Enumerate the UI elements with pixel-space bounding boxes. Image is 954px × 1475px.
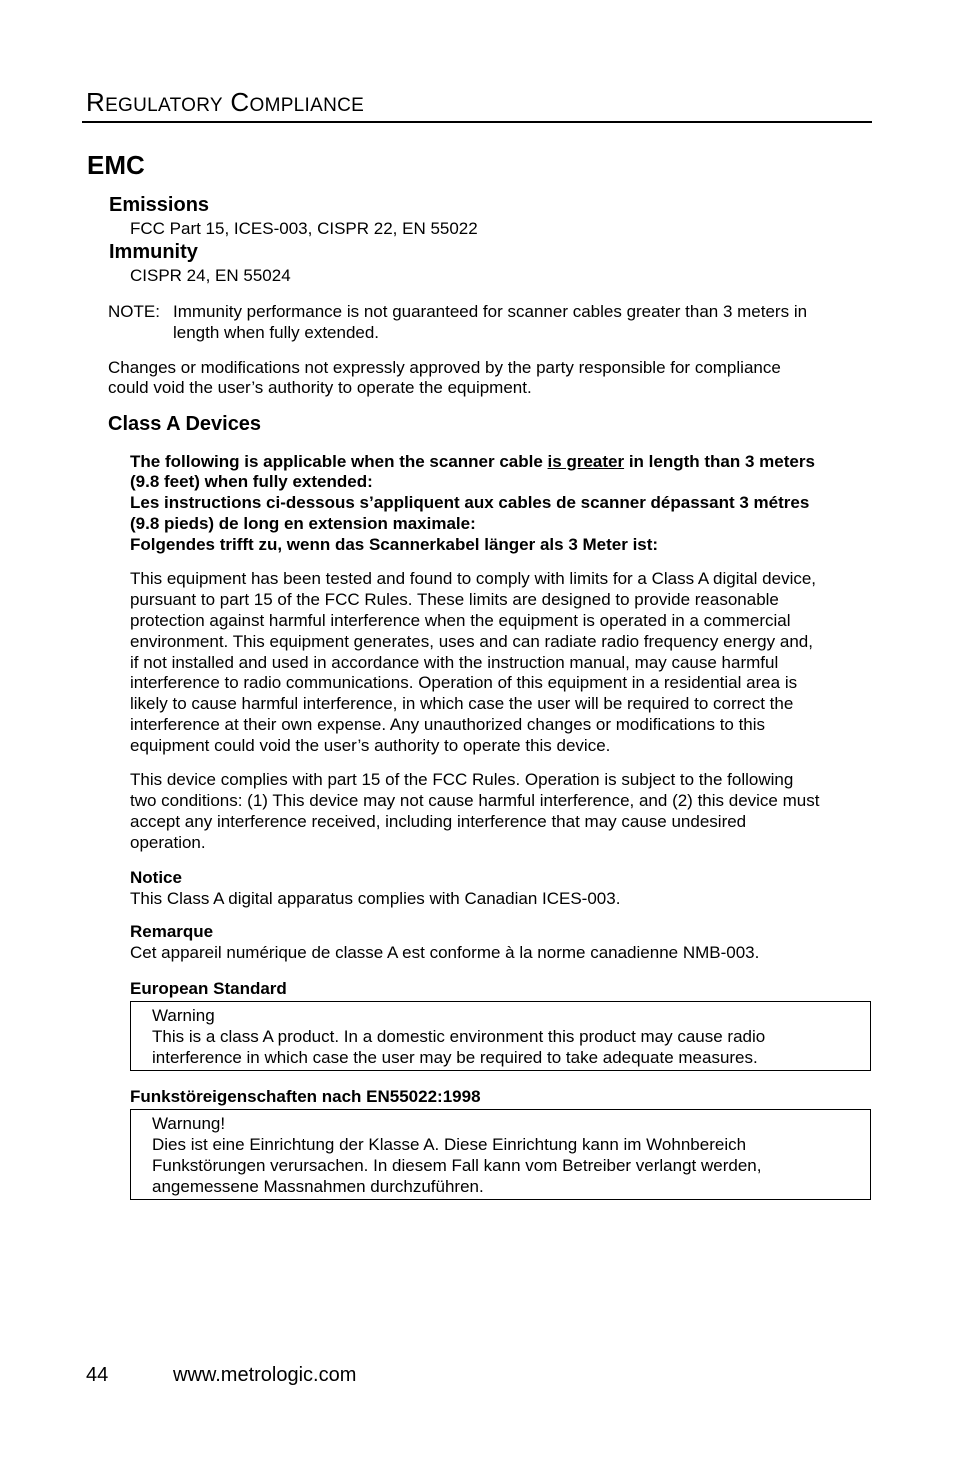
notice-label: Notice	[130, 868, 182, 887]
european-standard-label: European Standard	[130, 979, 287, 998]
european-warning-line-1: Warning	[152, 1006, 215, 1025]
title-rest-ompliance: OMPLIANCE	[249, 95, 365, 116]
immunity-label: Immunity	[109, 241, 198, 263]
para1-line-7: likely to cause harmful interference, in which case the user will be required to correct the	[130, 694, 794, 713]
emissions-label: Emissions	[109, 194, 210, 216]
para1-line-1: This equipment has been tested and found to comply with limits for a Class A digital device,	[130, 569, 817, 588]
para2-line-1: This device complies with part 15 of the FCC Rules. Operation is subject to the following	[130, 770, 794, 789]
page-number: 44	[86, 1364, 109, 1386]
european-warning-line-2: This is a class A product. In a domestic environment this product may cause radio	[152, 1027, 766, 1046]
applicability-line-4: (9.8 pieds) de long en extension maximale:	[130, 514, 476, 533]
title-initial-c: C	[230, 87, 250, 117]
funk-warning-line-1: Warnung!	[152, 1114, 226, 1133]
class-a-heading: Class A Devices	[108, 413, 262, 435]
emc-heading: EMC	[87, 150, 145, 180]
notice-text: This Class A digital apparatus complies with Canadian ICES-003.	[130, 889, 621, 908]
changes-line-2: could void the user’s authority to operate the equipment.	[108, 378, 532, 397]
applicability-line-1	[130, 451, 815, 472]
remarque-text: Cet appareil numérique de classe A est conforme à la norme canadienne NMB-003.	[130, 943, 760, 962]
para2-line-4: operation.	[130, 833, 206, 852]
changes-line-1: Changes or modifications not expressly approved by the party responsible for compliance	[108, 358, 781, 377]
emissions-value: FCC Part 15, ICES-003, CISPR 22, EN 55022	[130, 219, 478, 238]
european-warning-line-3: interference in which case the user may be required to take adequate measures.	[152, 1048, 758, 1067]
para1-line-3: protection against harmful interference when the equipment is operated in a commercial	[130, 611, 791, 630]
para1-line-2: pursuant to part 15 of the FCC Rules. These limits are designed to provide reasonable	[130, 590, 779, 609]
footer-url[interactable]: www.metrologic.com	[173, 1364, 357, 1386]
funk-warning-line-4: angemessene Massnahmen durchzuführen.	[152, 1177, 484, 1196]
title-rest-egulatory: EGULATORY	[105, 95, 223, 116]
note-label: NOTE:	[108, 302, 160, 321]
para2-line-3: accept any interference received, including interference that may cause undesired	[130, 812, 747, 831]
funk-warning-line-2: Dies ist eine Einrichtung der Klasse A. Diese Einrichtung kann im Wohnbereich	[152, 1135, 747, 1154]
applicability-line-2: (9.8 feet) when fully extended:	[130, 472, 373, 491]
applicability-text-b: in length than 3 meters	[624, 452, 815, 471]
funk-label: Funkstöreigenschaften nach EN55022:1998	[130, 1087, 481, 1106]
para1-line-9: equipment could void the user’s authority to operate this device.	[130, 736, 611, 755]
title-initial-r: R	[86, 87, 106, 117]
title-rule	[82, 121, 872, 123]
para1-line-5: if not installed and used in accordance with the instruction manual, may cause harmful	[130, 653, 779, 672]
applicability-underlined: is greater	[547, 452, 625, 471]
immunity-value: CISPR 24, EN 55024	[130, 266, 291, 285]
para1-line-6: interference to radio communications. Operation of this equipment in a residential area is	[130, 673, 798, 692]
funk-warning-line-3: Funkstörungen verursachen. In diesem Fall kann vom Betreiber verlangt werden,	[152, 1156, 762, 1175]
note-line-1: Immunity performance is not guaranteed for scanner cables greater than 3 meters in	[173, 302, 808, 321]
applicability-line-5: Folgendes trifft zu, wenn das Scannerkabel länger als 3 Meter ist:	[130, 535, 659, 554]
applicability-text-a: The following is applicable when the scanner cable	[130, 452, 548, 471]
para1-line-4: environment. This equipment generates, uses and can radiate radio frequency energy and,	[130, 632, 813, 651]
note-line-2: length when fully extended.	[173, 323, 380, 342]
applicability-line-3: Les instructions ci-dessous s’appliquent aux cables de scanner dépassant 3 métres	[130, 493, 810, 512]
page-title	[86, 85, 364, 123]
para2-line-2: two conditions: (1) This device may not cause harmful interference, and (2) this device must	[130, 791, 820, 810]
remarque-label: Remarque	[130, 922, 214, 941]
para1-line-8: interference at their own expense. Any unauthorized changes or modifications to this	[130, 715, 766, 734]
